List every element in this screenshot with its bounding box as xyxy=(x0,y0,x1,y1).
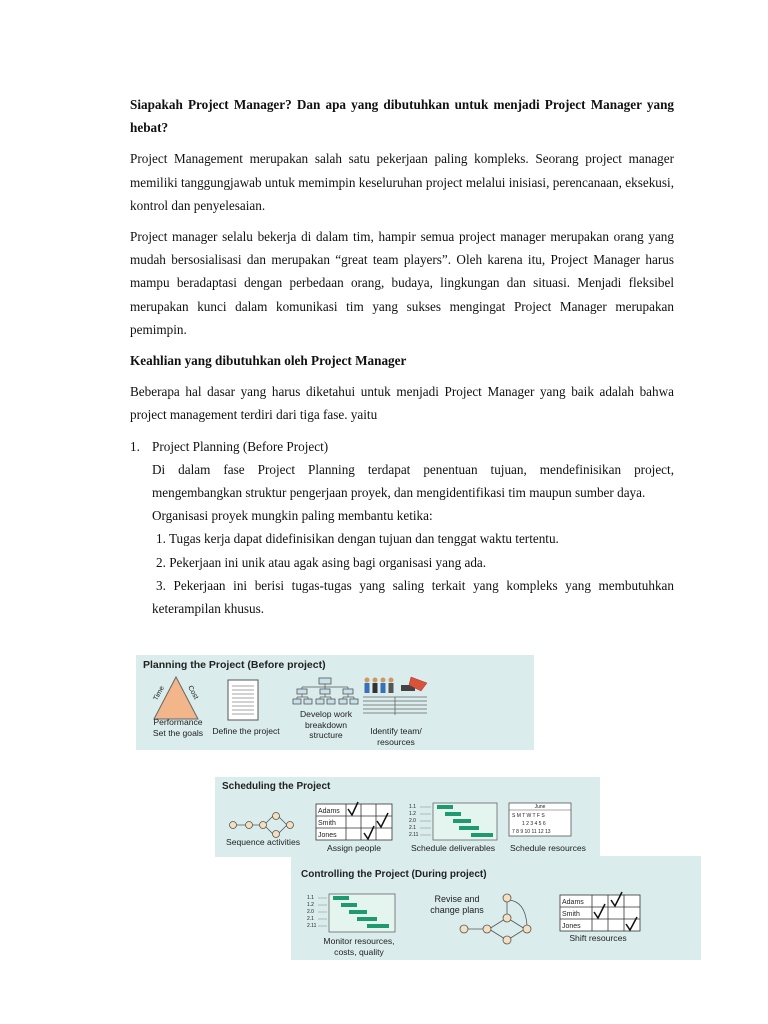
team-resources-icon xyxy=(361,675,433,719)
caption-assign: Assign people xyxy=(327,843,381,853)
revise-network-icon xyxy=(455,892,539,948)
caption-deliverables: Schedule deliverables xyxy=(410,843,496,853)
scheduling-panel xyxy=(215,777,600,857)
shift-grid-icon xyxy=(559,894,643,934)
triangle-time-label: Time xyxy=(152,685,166,702)
planning-panel xyxy=(136,655,534,750)
assign-grid-icon xyxy=(315,803,395,843)
shift-name-jones: Jones xyxy=(562,923,581,930)
gantt-label: 1.2 xyxy=(409,811,416,817)
gantt-label: 1.1 xyxy=(307,895,314,901)
planning-title: Planning the Project (Before project) xyxy=(143,659,326,671)
paragraph-intro: Project Management merupakan salah satu pekerjaan paling kompleks. Seorang project manager memiliki tanggungjawab untuk memimpin keseluruhan project melalui inisiasi, perencanaan, eksekusi, kontrol dan penyelesaian. xyxy=(130,151,674,213)
paragraph-phases: Beberapa hal dasar yang harus diketahui untuk menjadi Project Manager yang baik adalah bahwa project management terdiri dari tiga fase. yaitu xyxy=(130,384,674,423)
caption-set-goals: Performance Set the goals xyxy=(152,717,204,738)
assign-name-adams: Adams xyxy=(318,808,340,815)
scheduling-title: Scheduling the Project xyxy=(222,781,331,792)
gantt-label: 2.0 xyxy=(409,818,416,824)
caption-define-project: Define the project xyxy=(212,726,280,736)
controlling-title: Controlling the Project (During project) xyxy=(301,869,487,880)
gantt-label: 1.1 xyxy=(409,804,416,810)
caption-shift: Shift resources xyxy=(569,933,627,943)
gantt-label: 2.1 xyxy=(409,825,416,831)
calendar-row-1: 1 2 3 4 5 6 xyxy=(522,821,546,827)
sub-item-1: 1. Tugas kerja dapat didefinisikan dengan tujuan dan tenggat waktu tertentu. xyxy=(156,531,559,547)
gantt-label: 2.11 xyxy=(307,923,317,929)
section-heading-skills: Keahlian yang dibutuhkan oleh Project Manager xyxy=(130,353,407,369)
assign-name-smith: Smith xyxy=(318,820,336,827)
wbs-icon xyxy=(291,677,361,707)
list-item-intro: Organisasi proyek mungkin paling membantu ketika: xyxy=(152,508,433,524)
gantt-icon xyxy=(409,803,501,843)
list-item-title: Project Planning (Before Project) xyxy=(152,438,329,454)
list-number: 1. xyxy=(130,438,140,454)
shift-name-adams: Adams xyxy=(562,899,584,906)
sub-item-3: 3. Pekerjaan ini berisi tugas-tugas yang saling terkait yang kompleks yang membutuhkan keterampilan khusus. xyxy=(152,577,674,617)
calendar-weekdays: S M T W T F S xyxy=(512,813,545,819)
calendar-icon xyxy=(508,802,574,842)
caption-identify-team: Identify team/ resources xyxy=(370,726,422,747)
gantt-label: 2.1 xyxy=(307,916,314,922)
caption-revise: Revise and change plans xyxy=(430,894,484,915)
gantt-label: 2.0 xyxy=(307,909,314,915)
list-item-planning xyxy=(130,435,674,458)
shift-name-smith: Smith xyxy=(562,911,580,918)
gantt-label: 1.2 xyxy=(307,902,314,908)
controlling-panel xyxy=(291,856,701,960)
triangle-cost-label: Cost xyxy=(186,684,200,701)
calendar-row-2: 7 8 9 10 11 12 13 xyxy=(512,829,551,835)
document-body xyxy=(130,93,674,620)
calendar-month: June xyxy=(534,804,546,810)
gantt-label: 2.11 xyxy=(409,832,419,838)
caption-schedule-resources: Schedule resources xyxy=(510,843,586,853)
paragraph-team: Project manager selalu bekerja di dalam tim, hampir semua project manager merupakan orang yang mudah bersosialisasi dan merupakan “great team players”. Oleh karena itu, Project Manager harus mampu beradaptasi dengan perbedaan orang, budaya, lingkungan dan situasi. Menjadi fleksibel merupakan kunci dalam komunikasi tim yang sukses mengingat Project Manager merupakan pemimpin. xyxy=(130,229,674,337)
caption-monitor: Monitor resources, costs, quality xyxy=(323,936,395,957)
document-title: Siapakah Project Manager? Dan apa yang dibutuhkan untuk menjadi Project Manager yang hebat? xyxy=(130,97,674,136)
sub-item-2: 2. Pekerjaan ini unik atau agak asing bagi organisasi yang ada. xyxy=(156,554,487,570)
list-item-body: Di dalam fase Project Planning terdapat penentuan tujuan, mendefinisikan project, mengembangkan struktur pengerjaan proyek, dan mengidentifikasi tim maupun sumber daya. xyxy=(152,461,674,501)
caption-wbs: Develop work breakdown structure xyxy=(299,709,353,740)
caption-sequence: Sequence activities xyxy=(225,837,301,847)
assign-name-jones: Jones xyxy=(318,832,337,839)
monitor-gantt-icon xyxy=(307,894,397,934)
document-icon xyxy=(227,679,267,725)
